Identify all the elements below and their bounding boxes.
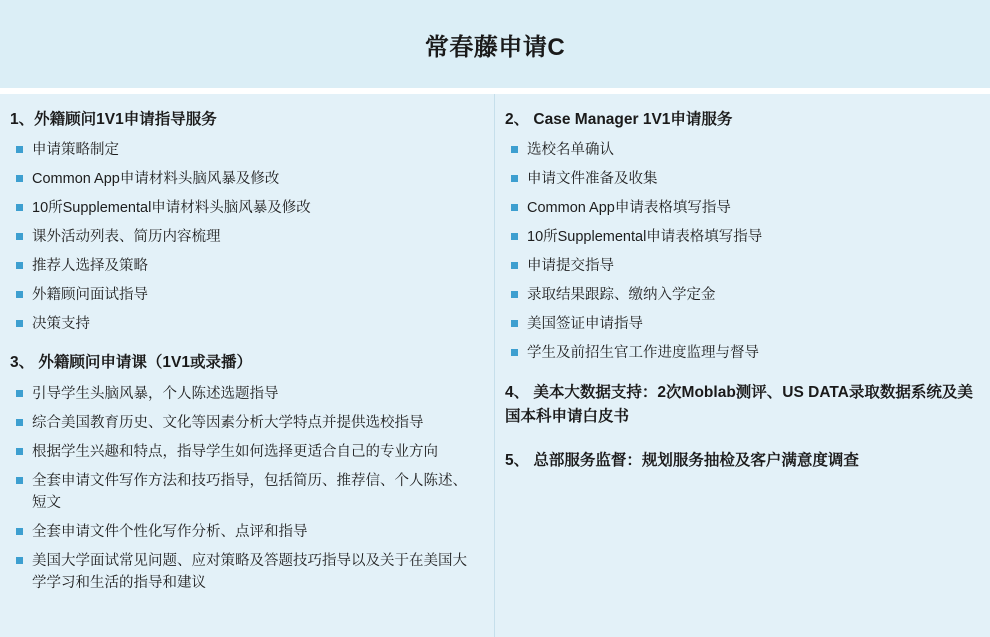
column-divider bbox=[494, 94, 495, 637]
list-item bbox=[10, 521, 479, 543]
list-item-label: Common App申请表格填写指导 bbox=[527, 200, 731, 217]
list-item-label: 推荐人选择及策略 bbox=[32, 258, 148, 275]
list-item-label: 学生及前招生官工作进度监理与督导 bbox=[527, 345, 759, 362]
list-item bbox=[10, 226, 479, 248]
list-item bbox=[505, 226, 980, 248]
list-item bbox=[10, 470, 479, 514]
bullet-square-icon bbox=[16, 419, 23, 426]
bullet-square-icon bbox=[16, 320, 23, 327]
list-item bbox=[10, 441, 479, 463]
list-item bbox=[505, 284, 980, 306]
section-2-title: 2、 Case Manager 1V1申请服务 bbox=[505, 111, 733, 128]
list-item bbox=[10, 139, 479, 161]
bullet-square-icon bbox=[16, 146, 23, 153]
list-item-label: 录取结果跟踪、缴纳入学定金 bbox=[527, 287, 716, 304]
section-5-block bbox=[505, 449, 980, 473]
bullet-square-icon bbox=[511, 146, 518, 153]
section-2-list bbox=[505, 139, 980, 364]
list-item-label: 外籍顾问面试指导 bbox=[32, 287, 148, 304]
section-3-title: 3、 外籍顾问申请课（1V1或录播） bbox=[10, 354, 253, 372]
list-item-label: 美国大学面试常见问题、应对策略及答题技巧指导以及关于在美国大学学习和生活的指导和建议 bbox=[32, 552, 467, 591]
section-1-list bbox=[10, 139, 479, 335]
page-header bbox=[0, 0, 990, 88]
bullet-square-icon bbox=[511, 175, 518, 182]
list-item bbox=[505, 255, 980, 277]
list-item bbox=[505, 197, 980, 219]
left-column bbox=[0, 108, 495, 637]
list-item-label: 10所Supplemental申请材料头脑风暴及修改 bbox=[32, 200, 311, 217]
bullet-square-icon bbox=[16, 233, 23, 240]
list-item bbox=[10, 313, 479, 335]
bullet-square-icon bbox=[16, 390, 23, 397]
content-area bbox=[0, 94, 990, 637]
list-item bbox=[10, 255, 479, 277]
bullet-square-icon bbox=[16, 557, 23, 564]
bullet-square-icon bbox=[16, 204, 23, 211]
section-3-list bbox=[10, 383, 479, 594]
list-item-label: 全套申请文件写作方法和技巧指导，包括简历、推荐信、个人陈述、短文 bbox=[32, 472, 467, 511]
bullet-square-icon bbox=[16, 477, 23, 484]
list-item-label: Common App申请材料头脑风暴及修改 bbox=[32, 171, 280, 188]
bullet-square-icon bbox=[16, 448, 23, 455]
list-item-label: 综合美国教育历史、文化等因素分析大学特点并提供选校指导 bbox=[32, 414, 424, 431]
list-item-label: 美国签证申请指导 bbox=[527, 316, 643, 333]
list-item-label: 根据学生兴趣和特点，指导学生如何选择更适合自己的专业方向 bbox=[32, 443, 438, 460]
section-4-block bbox=[505, 381, 980, 429]
list-item-label: 全套申请文件个性化写作分析、点评和指导 bbox=[32, 523, 308, 540]
list-item-label: 引导学生头脑风暴，个人陈述选题指导 bbox=[32, 385, 279, 402]
list-item bbox=[10, 383, 479, 405]
section-1-title: 1、外籍顾问1V1申请指导服务 bbox=[10, 111, 217, 128]
list-item bbox=[10, 412, 479, 434]
list-item-label: 申请提交指导 bbox=[527, 258, 614, 275]
list-item bbox=[505, 139, 980, 161]
list-item bbox=[10, 284, 479, 306]
list-item bbox=[10, 168, 479, 190]
section-5-title: 5、 总部服务监督：规划服务抽检及客户满意度调查 bbox=[505, 451, 859, 469]
list-item-label: 课外活动列表、简历内容梳理 bbox=[32, 229, 221, 246]
bullet-square-icon bbox=[16, 291, 23, 298]
bullet-square-icon bbox=[511, 349, 518, 356]
list-item-label: 申请文件准备及收集 bbox=[527, 171, 658, 188]
list-item-label: 申请策略制定 bbox=[32, 142, 119, 159]
bullet-square-icon bbox=[511, 291, 518, 298]
bullet-square-icon bbox=[511, 262, 518, 269]
section-4-title: 4、 美本大数据支持：2次Moblab测评、US DATA录取数据系统及美国本科申请白皮书 bbox=[505, 383, 973, 425]
bullet-square-icon bbox=[511, 204, 518, 211]
list-item bbox=[505, 342, 980, 364]
bullet-square-icon bbox=[16, 528, 23, 535]
bullet-square-icon bbox=[16, 262, 23, 269]
bullet-square-icon bbox=[511, 233, 518, 240]
list-item-label: 决策支持 bbox=[32, 316, 90, 333]
list-item-label: 选校名单确认 bbox=[527, 142, 614, 159]
bullet-square-icon bbox=[16, 175, 23, 182]
list-item-label: 10所Supplemental申请表格填写指导 bbox=[527, 229, 763, 246]
right-column bbox=[495, 108, 990, 637]
list-item bbox=[10, 197, 479, 219]
bullet-square-icon bbox=[511, 320, 518, 327]
list-item bbox=[10, 550, 479, 594]
page-title: 常春藤申请C bbox=[424, 33, 566, 61]
list-item bbox=[505, 168, 980, 190]
list-item bbox=[505, 313, 980, 335]
